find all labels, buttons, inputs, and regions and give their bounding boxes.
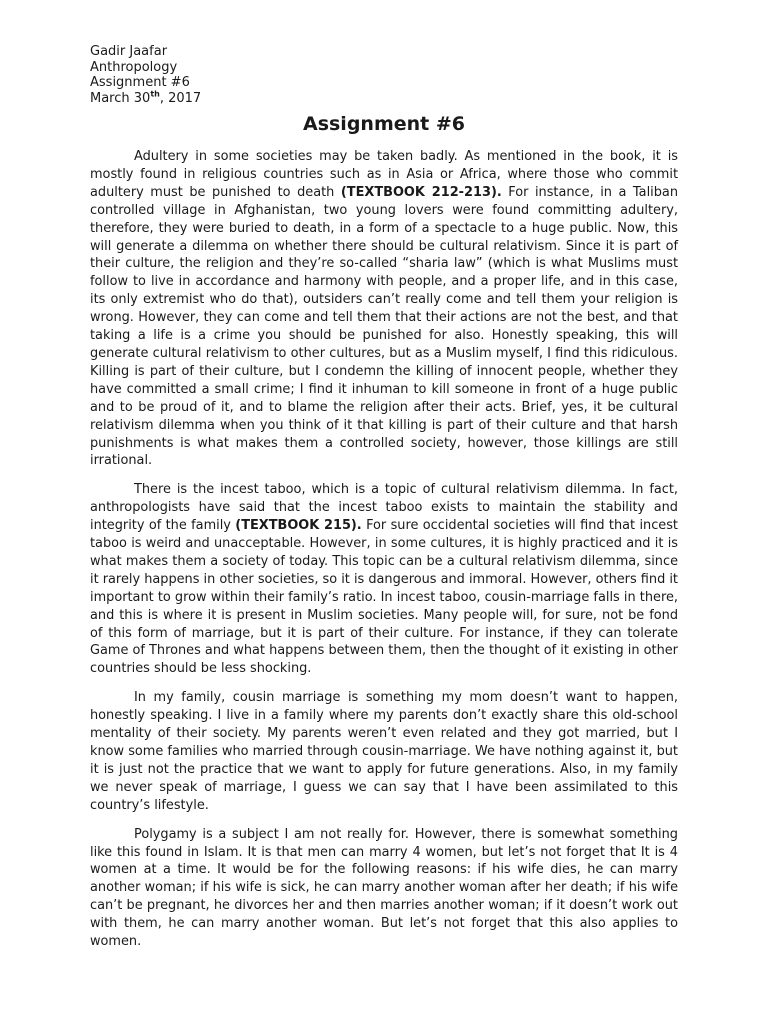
paragraph-polygamy: Polygamy is a subject I am not really for. However, there is somewhat something like this found in Islam. It is that men can marry 4 women, but let’s not forget that It is 4 women at a time. It would be for the following reasons: if his wife dies, he can marry another woman; if his wife is sick, he can marry another woman after her death; if his wife can’t be pregnant, he divorces her and then marries another woman; if it doesn’t work out with them, he can marry another woman. But let’s not forget that this also applies to women. — [90, 826, 678, 950]
textbook-citation: (TEXTBOOK 215). — [235, 518, 362, 534]
date-line — [90, 91, 201, 107]
document-header — [90, 44, 201, 106]
paragraph-adultery — [90, 148, 678, 470]
paragraph-text: For instance, in a Taliban controlled village in Afghanistan, two young lovers were found committing adultery, therefore, they were buried to death, in a form of a spectacle to a huge public. Now, this will generate a dilemma on whether there should be cultural relativism. Since it is part of their culture, the religion and they’re so-called “sharia law” (which is what Muslims must follow to live in accordance and harmony with people, and a proper life, and in this case, its only extremist who do that), outsiders can’t really come and tell them your religion is wrong. However, they can come and tell them that their actions are not the best, and that taking a life is a crime you should be punished for also. Honestly speaking, this will generate cultural relativism to other cultures, but as a Muslim myself, I find this ridiculous. Killing is part of their culture, but I condemn the killing of innocent people, whether they have committed a small crime; I find it inhuman to kill someone in front of a huge public and to be proud of it, and to blame the religion after their acts. Brief, yes, it be cultural relativism dilemma when you think of it that killing is part of their culture and that harsh punishments is what makes them a controlled society, however, those killings are still irrational. — [90, 184, 678, 469]
document-body — [90, 148, 678, 962]
date-year: , 2017 — [159, 90, 202, 106]
paragraph-family: In my family, cousin marriage is something my mom doesn’t want to happen, honestly speaking. I live in a family where my parents don’t exactly share this old-school mentality of their society. My parents weren’t even related and they got married, but I know some families who married through cousin-marriage. We have nothing against it, but it is just not the practice that we want to apply for future generations. Also, in my family we never speak of marriage, I guess we can say that I have been assimilated to this country’s lifestyle. — [90, 690, 678, 813]
date-suffix: th — [150, 89, 160, 99]
paragraph-text: Adultery in some societies may be taken badly. As mentioned in the book, it is mostly found in religious countries such as in Asia or Africa, where those who commit adultery must be punished to death — [90, 149, 678, 200]
assignment-label: Assignment #6 — [90, 75, 190, 90]
author-name: Gadir Jaafar — [90, 44, 168, 59]
course-name: Anthropology — [90, 59, 178, 75]
paragraph-incest-taboo — [90, 481, 678, 678]
document-title: Assignment #6 — [302, 113, 465, 135]
date-month-day: March 30 — [90, 90, 151, 106]
paragraph-text: For sure occidental societies will find that incest taboo is weird and unacceptable. However, in some cultures, it is highly practiced and it is what makes them a society of today. This topic can be a cultural relativism dilemma, since it rarely happens in other societies, so it is dangerous and immoral. However, others find it important to grow within their family’s ratio. In incest taboo, cousin-marriage falls in there, and this is where it is present in Muslim societies. Many people will, for sure, not be fond of this form of marriage, but it is part of their culture. For instance, if they can tolerate Game of Thrones and what happens between them, then the thought of it existing in other countries should be less shocking. — [90, 518, 678, 677]
paragraph-text: There is the incest taboo, which is a topic of cultural relativism dilemma. In fact, anthropologists have said that the incest taboo exists to maintain the stability and integrity of the family — [90, 482, 678, 534]
textbook-citation: (TEXTBOOK 212-213). — [340, 184, 502, 200]
